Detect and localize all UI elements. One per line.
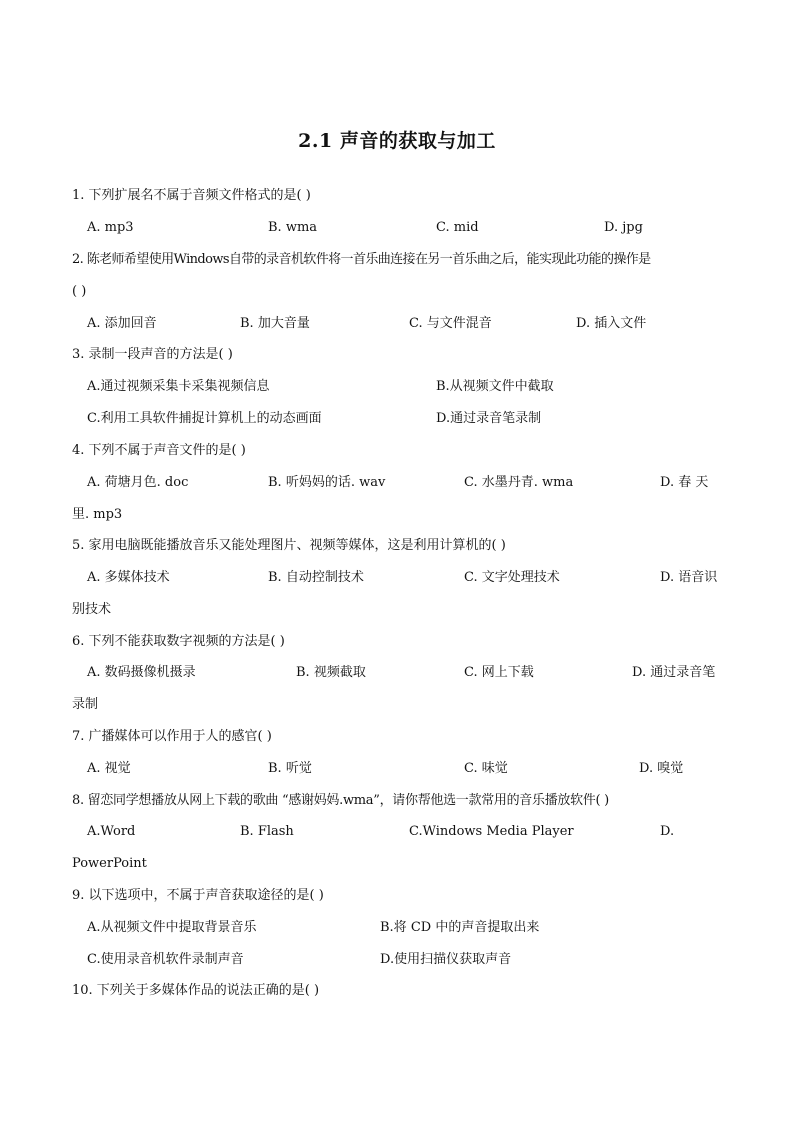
question-4-stem: 4. 下列不属于声音文件的是( ) [72, 443, 246, 458]
question-1-option-c: C. mid [436, 220, 479, 235]
question-6-option-d-continued: 录制 [72, 697, 99, 712]
question-9-option-c: C.使用录音机软件录制声音 [87, 952, 244, 967]
question-7-option-d: D. 嗅觉 [639, 761, 684, 776]
question-2-option-d: D. 插入文件 [576, 316, 647, 331]
question-8-option-d-continued: PowerPoint [72, 856, 147, 871]
question-8-stem: 8. 留恋同学想播放从网上下载的歌曲 “感谢妈妈.wma”，请你帮他选一款常用的音乐播放软件( ) [72, 793, 609, 808]
question-3-option-a: A.通过视频采集卡采集视频信息 [87, 379, 270, 394]
question-4-option-a: A. 荷塘月色. doc [87, 475, 189, 490]
question-2-option-b: B. 加大音量 [240, 316, 310, 331]
question-6-option-b: B. 视频截取 [296, 665, 366, 680]
question-3-option-c: C.利用工具软件捕捉计算机上的动态画面 [87, 411, 322, 426]
question-9-option-a: A.从视频文件中提取背景音乐 [87, 920, 257, 935]
question-4-option-d-continued: 里. mp3 [72, 507, 123, 522]
question-5-option-d-continued: 别技术 [72, 602, 112, 617]
question-5-option-c: C. 文字处理技术 [464, 570, 560, 585]
question-6-option-c: C. 网上下载 [464, 665, 534, 680]
question-9-option-d: D.使用扫描仪获取声音 [380, 952, 512, 967]
question-8-option-a: A.Word [87, 824, 136, 839]
question-4-option-d: D. 春 天 [660, 475, 709, 490]
question-5-stem: 5. 家用电脑既能播放音乐又能处理图片、视频等媒体，这是利用计算机的( ) [72, 538, 506, 553]
question-6-option-a: A. 数码摄像机摄录 [87, 665, 196, 680]
question-2-stem: 2. 陈老师希望使用Windows自带的录音机软件将一首乐曲连接在另一首乐曲之后，能实现此功能的操作是 [72, 252, 651, 267]
question-2-option-c: C. 与文件混音 [409, 316, 492, 331]
question-4-option-c: C. 水墨丹青. wma [464, 475, 574, 490]
question-1-option-b: B. wma [268, 220, 318, 235]
question-7-option-c: C. 味觉 [464, 761, 508, 776]
question-5-option-b: B. 自动控制技术 [268, 570, 364, 585]
question-7-option-a: A. 视觉 [87, 761, 131, 776]
question-1-option-a: A. mp3 [87, 220, 134, 235]
question-9-stem: 9. 以下选项中，不属于声音获取途径的是( ) [72, 888, 324, 903]
question-10-stem: 10. 下列关于多媒体作品的说法正确的是( ) [72, 983, 320, 998]
question-1-option-d: D. jpg [604, 220, 643, 235]
question-7-option-b: B. 听觉 [268, 761, 312, 776]
question-9-option-b: B.将 CD 中的声音提取出来 [380, 920, 540, 935]
question-6-stem: 6. 下列不能获取数字视频的方法是( ) [72, 634, 285, 649]
question-5-option-a: A. 多媒体技术 [87, 570, 170, 585]
question-2-option-a: A. 添加回音 [87, 316, 157, 331]
question-8-option-b: B. Flash [240, 824, 294, 839]
question-2-stem-continued: ( ) [72, 284, 87, 299]
question-3-option-d: D.通过录音笔录制 [436, 411, 542, 426]
question-8-option-d: D. [660, 824, 675, 839]
question-7-stem: 7. 广播媒体可以作用于人的感官( ) [72, 729, 272, 744]
question-5-option-d: D. 语音识 [660, 570, 718, 585]
question-4-option-b: B. 听妈妈的话. wav [268, 475, 386, 490]
question-1-stem: 1. 下列扩展名不属于音频文件格式的是( ) [72, 188, 311, 203]
question-8-option-c: C.Windows Media Player [409, 824, 574, 839]
question-3-option-b: B.从视频文件中截取 [436, 379, 554, 394]
question-3-stem: 3. 录制一段声音的方法是( ) [72, 347, 233, 362]
question-6-option-d: D. 通过录音笔 [632, 665, 716, 680]
page-title: 2.1 声音的获取与加工 [298, 130, 496, 152]
